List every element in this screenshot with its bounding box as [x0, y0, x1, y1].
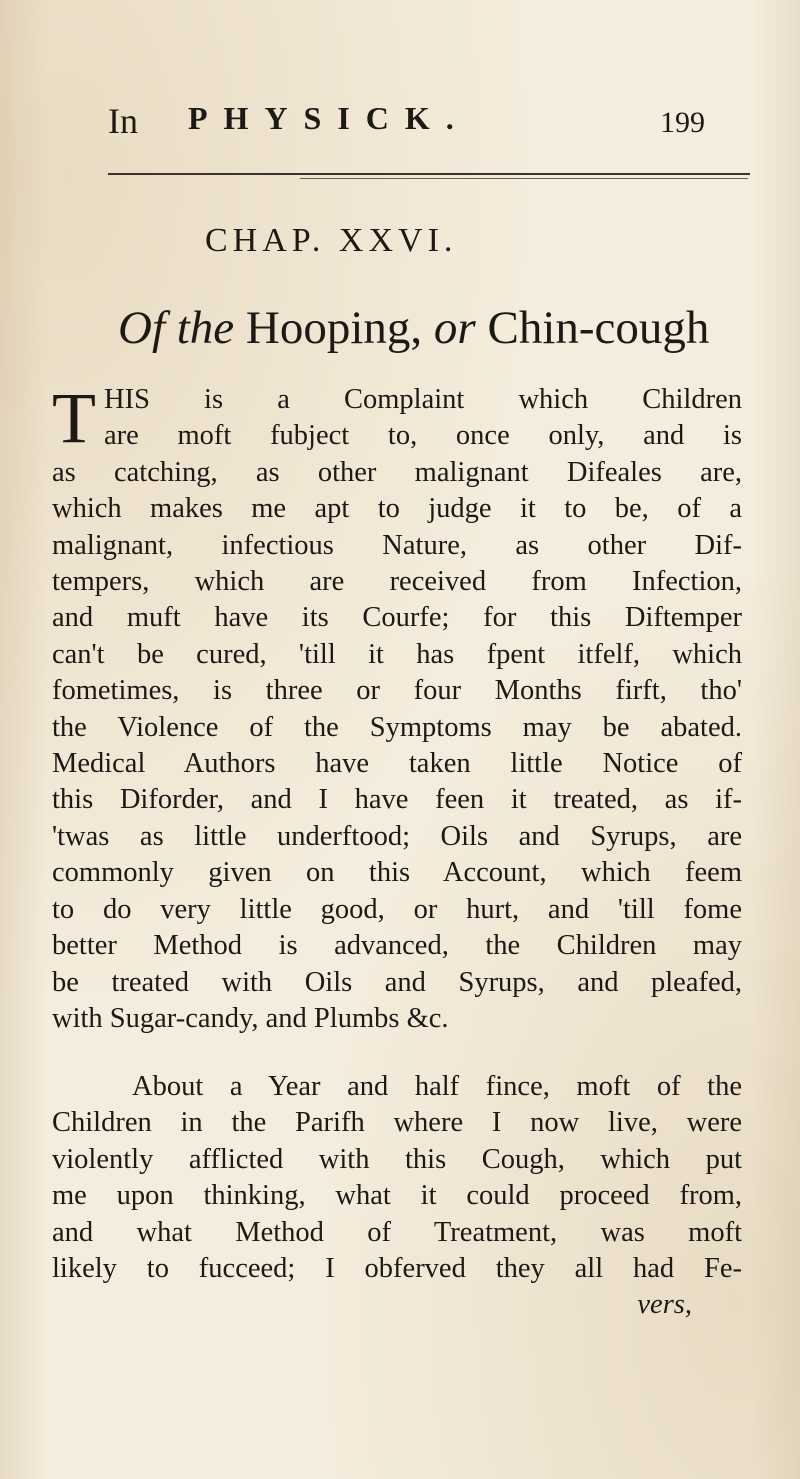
text-line-content: HIS is a Complaint which Children — [104, 384, 742, 415]
text-line: and muft have its Courfe; for this Diftemper — [52, 602, 742, 634]
running-head — [108, 100, 708, 150]
catchword: vers, — [637, 1289, 692, 1321]
text-line: tempers, which are received from Infection, — [52, 566, 742, 598]
text-line: the Violence of the Symptoms may be abated. — [52, 711, 742, 743]
chapter-title-part: Chin-cough — [475, 302, 710, 354]
page-number: 199 — [660, 106, 705, 139]
text-line: violently afflicted with this Cough, which put — [52, 1143, 742, 1175]
paragraph-1 — [52, 378, 742, 1037]
running-head-lead: In — [108, 101, 138, 141]
text-line: About a Year and half fince, moft of the — [132, 1071, 742, 1102]
chapter-number: CHAP. XXVI. — [205, 222, 458, 259]
text-line: and what Method of Treatment, was moft — [52, 1216, 742, 1248]
text-line: likely to fucceed; I obferved they all had Fe- — [52, 1253, 742, 1285]
header-rule — [108, 173, 750, 175]
text-line: can't be cured, 'till it has fpent itfelf, which — [52, 638, 742, 670]
text-line: as catching, as other malignant Difeales are, — [52, 456, 742, 488]
chapter-title-part: or — [433, 302, 476, 354]
running-head-title: PHYSICK. — [188, 100, 470, 136]
text-line: Medical Authors have taken little Notice of — [52, 748, 742, 780]
text-line: Children in the Parifh where I now live, were — [52, 1107, 742, 1139]
drop-cap: T — [52, 378, 96, 458]
text-line: which makes me apt to judge it to be, of a — [52, 493, 742, 525]
chapter-title — [118, 298, 758, 358]
chapter-title-part: Of the — [118, 302, 235, 354]
text-line: 'twas as little underftood; Oils and Syrups, are — [52, 820, 742, 852]
text-line: better Method is advanced, the Children may — [52, 930, 742, 962]
header-rule-thin — [300, 178, 748, 179]
text-line: are moft fubject to, once only, and is — [104, 420, 742, 452]
text-line: this Diforder, and I have feen it treated, as if- — [52, 784, 742, 816]
text-line: commonly given on this Account, which feem — [52, 857, 742, 889]
text-line: me upon thinking, what it could proceed from, — [52, 1180, 742, 1212]
chapter-title-part: Hooping, — [234, 302, 434, 354]
text-line: with Sugar-candy, and Plumbs &c. — [52, 1002, 449, 1034]
text-line: fometimes, is three or four Months firft, tho' — [52, 675, 742, 707]
text-line: malignant, infectious Nature, as other Dif- — [52, 529, 742, 561]
text-line: be treated with Oils and Syrups, and pleafed, — [52, 966, 742, 998]
paragraph-2 — [52, 1069, 742, 1324]
text-line: to do very little good, or hurt, and 'till fome — [52, 893, 742, 925]
